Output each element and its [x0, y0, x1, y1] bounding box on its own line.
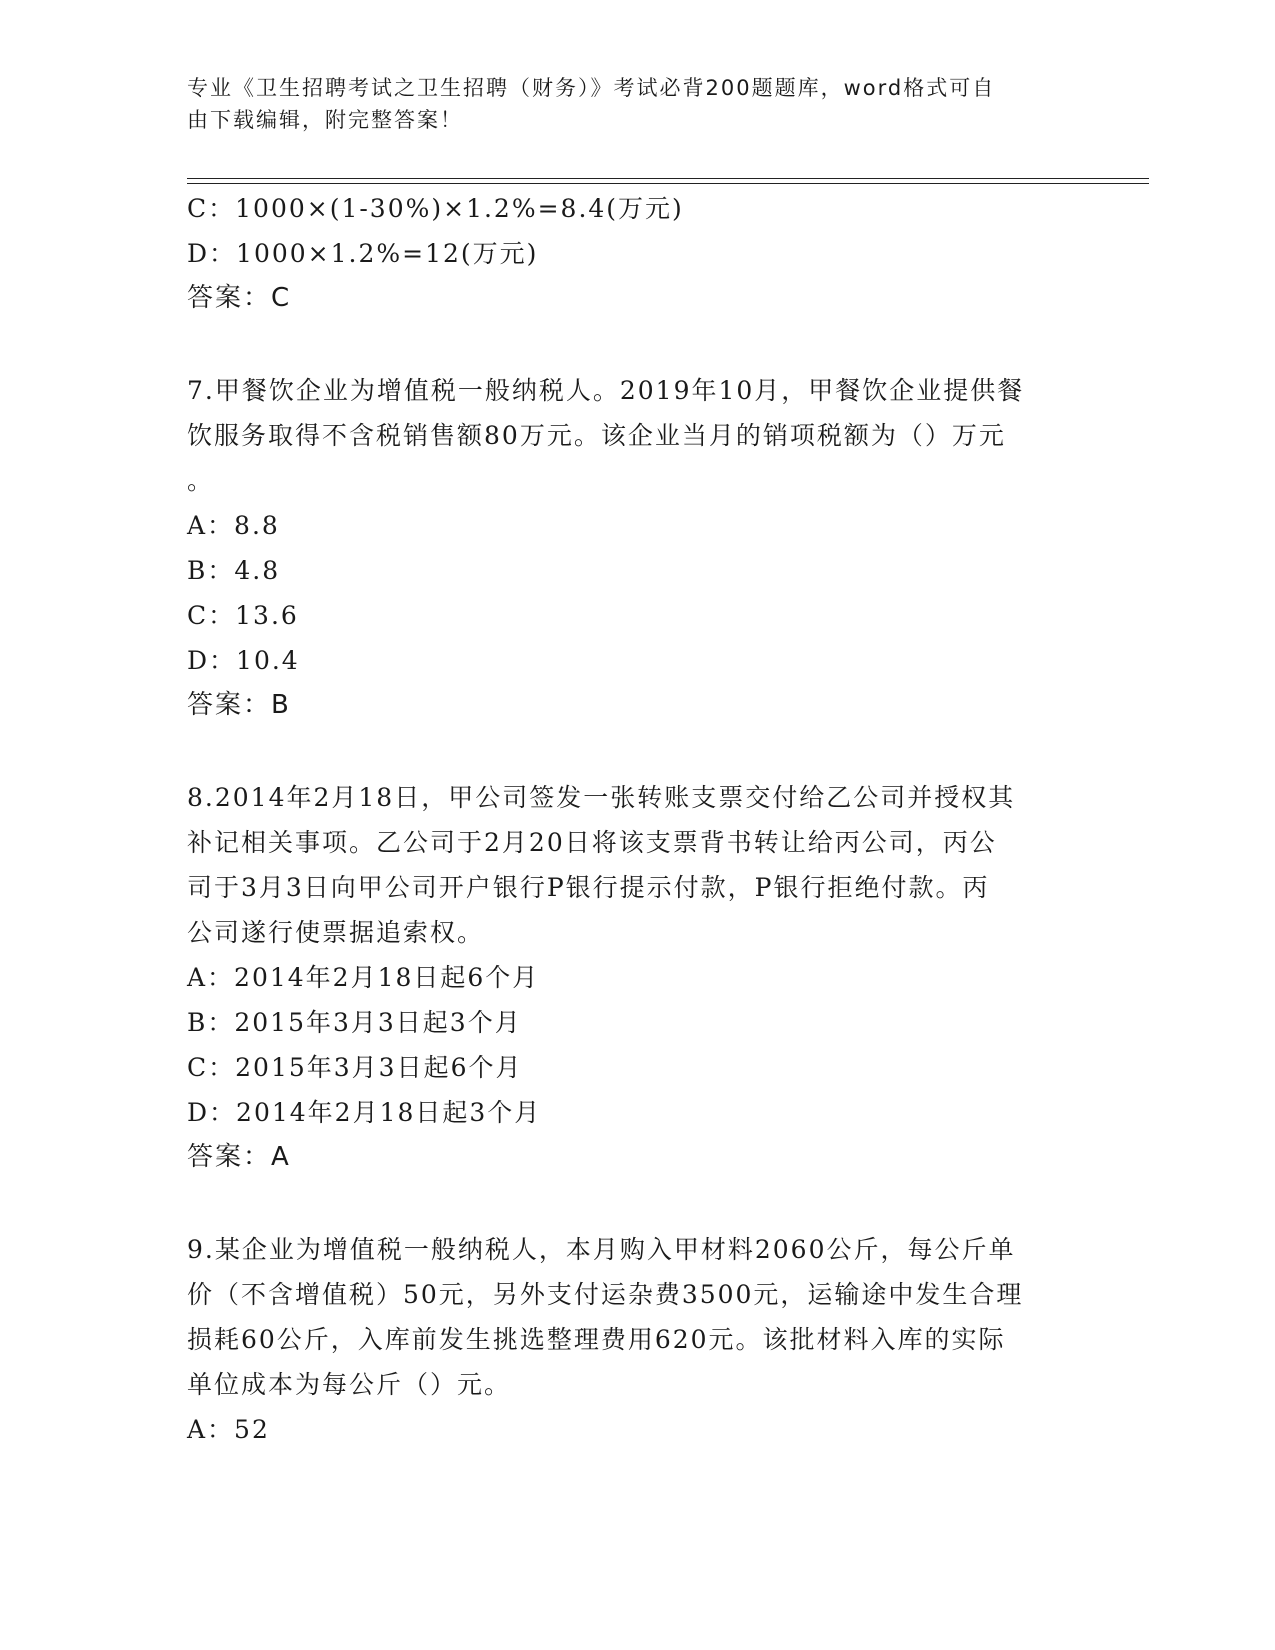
answer-line: 答案：B [187, 690, 291, 720]
question-spacer [187, 728, 1087, 775]
option-d: D：2014年2月18日起3个月 [187, 1098, 542, 1127]
option-d: D：10.4 [187, 646, 300, 675]
question-stem-line: 饮服务取得不含税销售额80万元。该企业当月的销项税额为（）万元 [187, 421, 1006, 450]
question-stem-line: 9.某企业为增值税一般纳税人，本月购入甲材料2060公斤，每公斤单 [187, 1235, 1016, 1264]
question-block [187, 1227, 1087, 1452]
question-spacer [187, 1180, 1087, 1227]
question-stem-line: 。 [187, 466, 215, 495]
question-content [187, 186, 1087, 1452]
question-stem-line: 单位成本为每公斤（）元。 [187, 1370, 512, 1399]
answer-line: 答案：A [187, 1142, 291, 1172]
question-stem-line: 价（不含增值税）50元，另外支付运杂费3500元，运输途中发生合理 [187, 1280, 1024, 1309]
option-c: C：13.6 [187, 601, 299, 630]
option-a: A：2014年2月18日起6个月 [187, 963, 540, 992]
question-stem-line: 损耗60公斤，入库前发生挑选整理费用620元。该批材料入库的实际 [187, 1325, 1006, 1354]
question-block [187, 368, 1087, 728]
option-a: A：52 [187, 1415, 270, 1444]
option-a: A：8.8 [187, 511, 280, 540]
option-c: C：1000×(1-30%)×1.2%=8.4(万元) [187, 194, 684, 223]
question-stem-line: 补记相关事项。乙公司于2月20日将该支票背书转让给丙公司，丙公 [187, 828, 997, 857]
question-stem-line: 7.甲餐饮企业为增值税一般纳税人。2019年10月，甲餐饮企业提供餐 [187, 376, 1025, 405]
option-b: B：4.8 [187, 556, 281, 585]
option-c: C：2015年3月3日起6个月 [187, 1053, 523, 1082]
answer-line: 答案：C [187, 283, 292, 313]
header-line: 由下载编辑，附完整答案！ [187, 108, 463, 132]
question-block [187, 775, 1087, 1180]
question-stem-line: 8.2014年2月18日，甲公司签发一张转账支票交付给乙公司并授权其 [187, 783, 1016, 812]
document-header [187, 72, 1067, 136]
question-stem-line: 司于3月3日向甲公司开户银行P银行提示付款，P银行拒绝付款。丙 [187, 873, 990, 902]
question-stem-line: 公司遂行使票据追索权。 [187, 918, 485, 947]
question-spacer [187, 321, 1087, 368]
header-divider [187, 178, 1149, 179]
option-d: D：1000×1.2%=12(万元) [187, 239, 539, 268]
header-line: 专业《卫生招聘考试之卫生招聘（财务）》考试必背200题题库，word格式可自 [187, 76, 996, 100]
option-b: B：2015年3月3日起3个月 [187, 1008, 522, 1037]
header-divider [187, 183, 1149, 184]
